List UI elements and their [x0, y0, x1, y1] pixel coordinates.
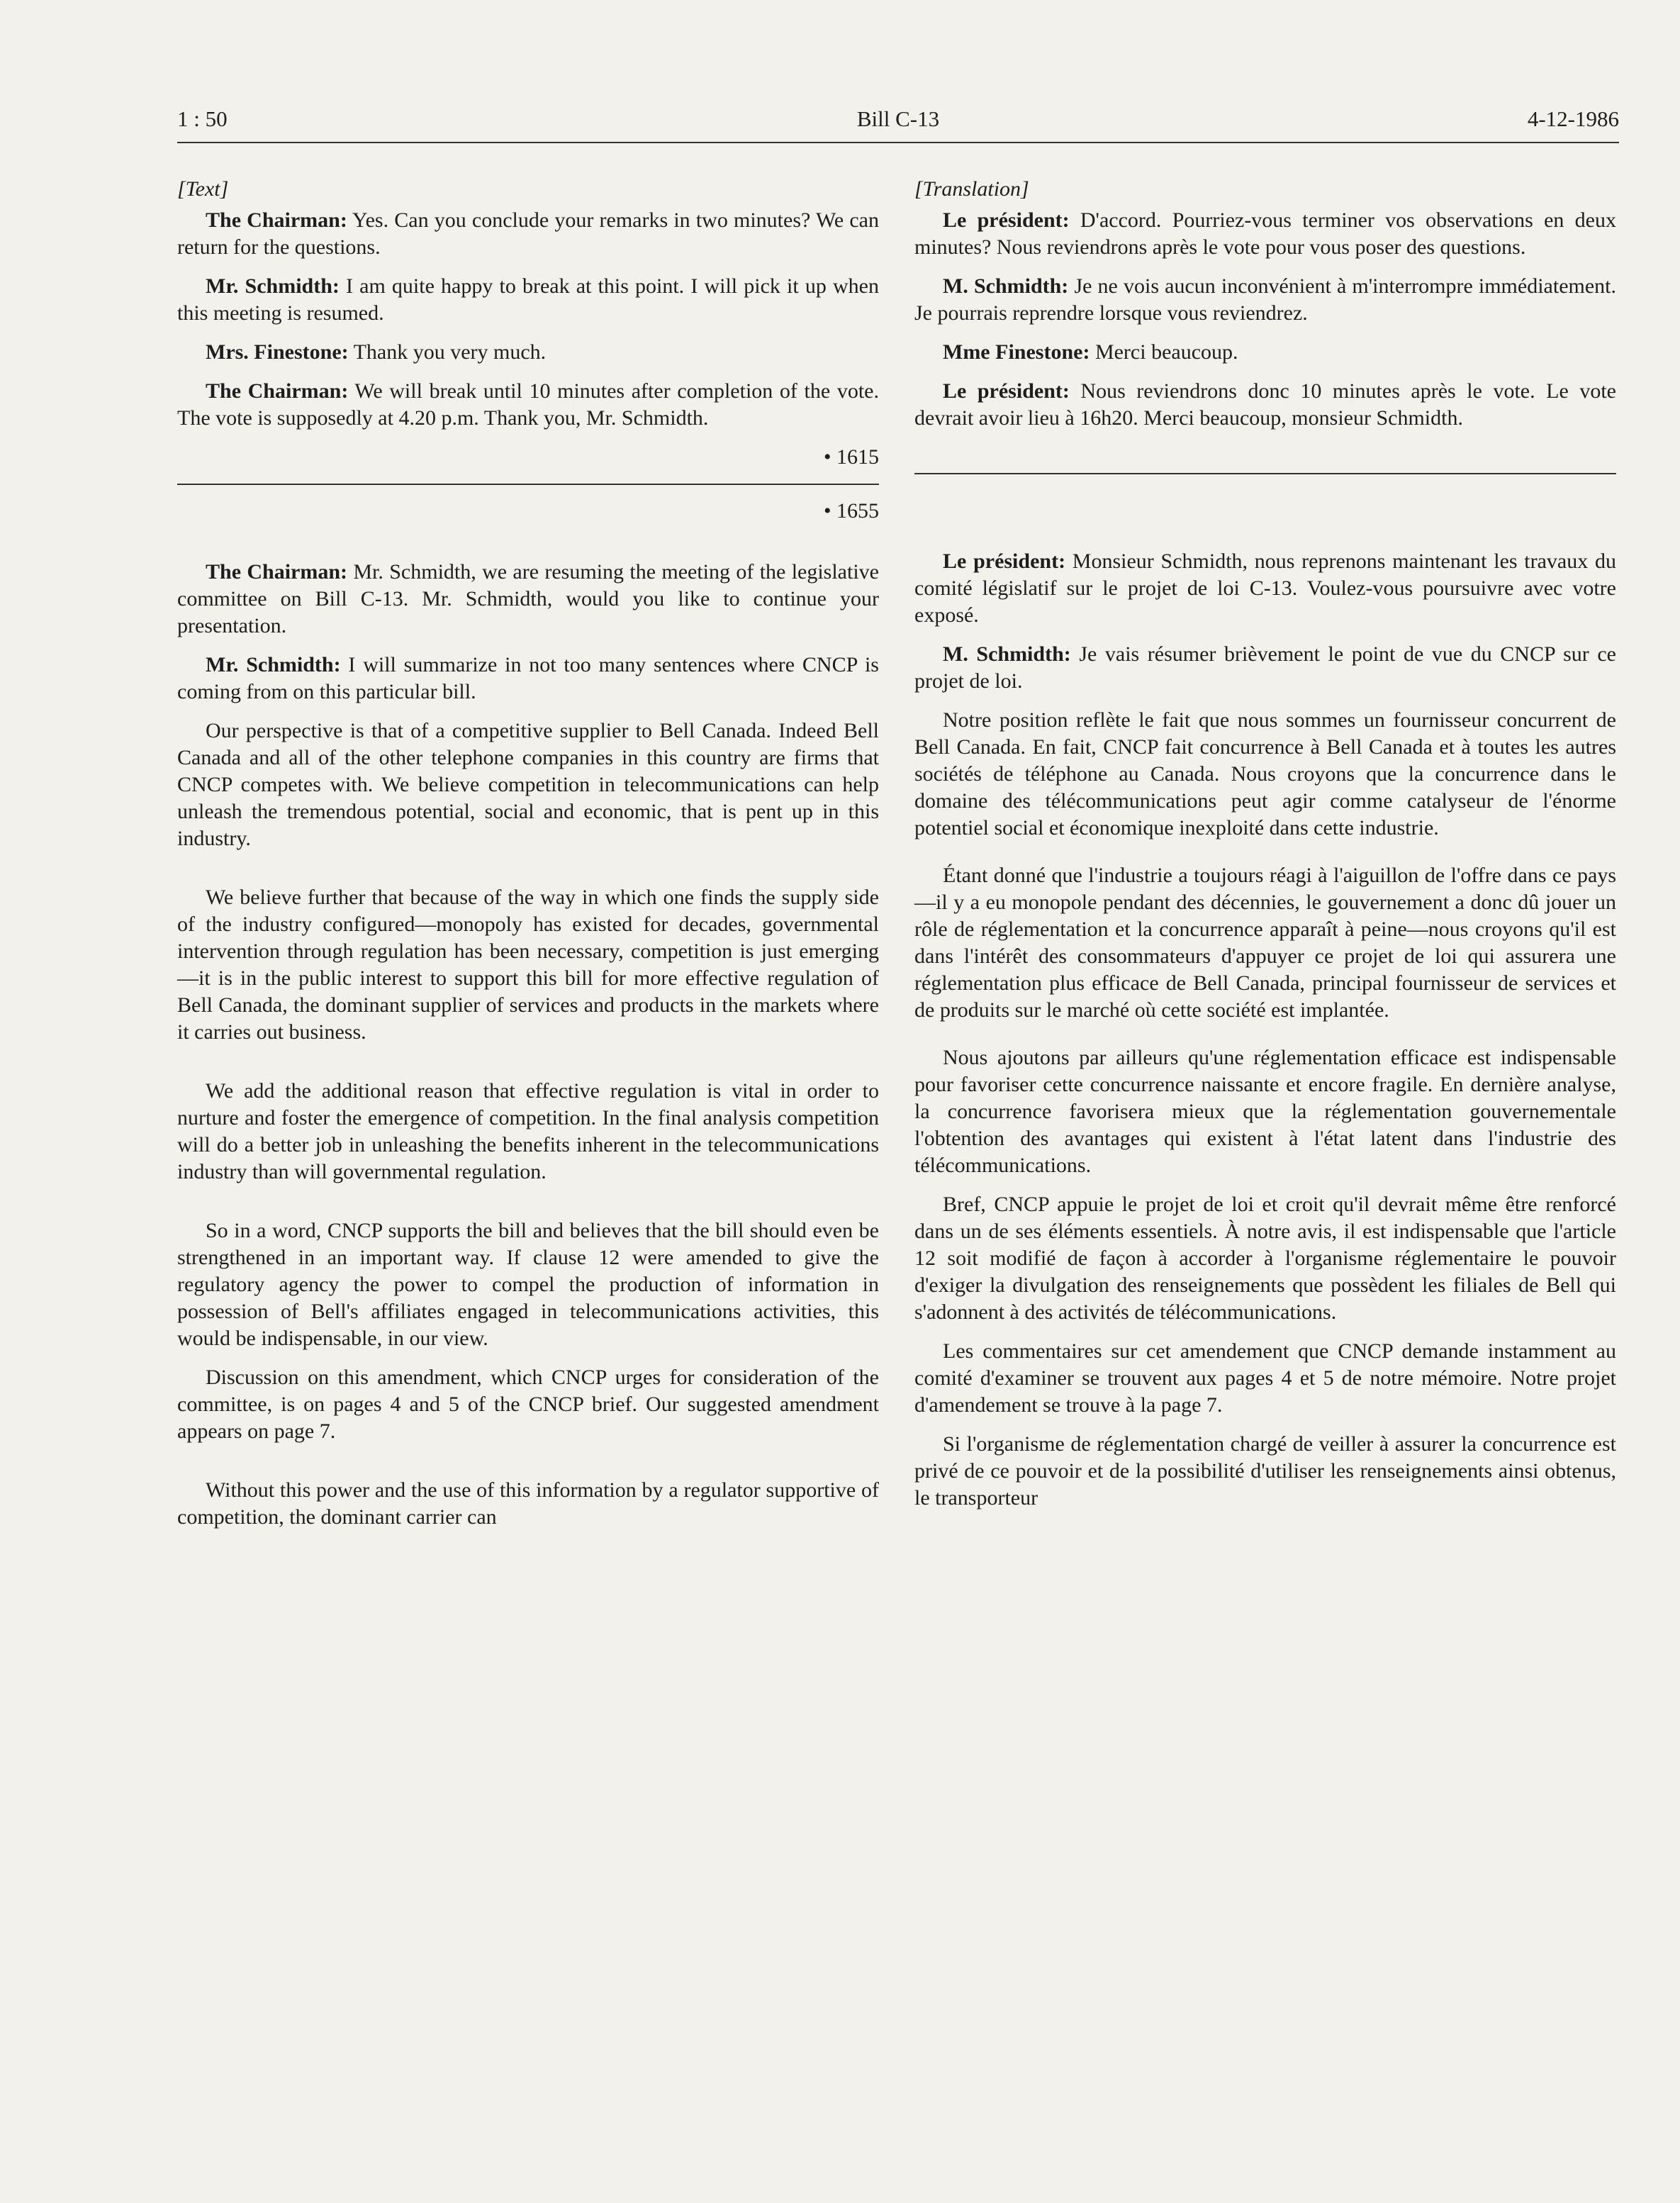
speaker-name: Le président: [943, 208, 1070, 232]
speech-paragraph [177, 378, 879, 432]
column-label: [Text] [177, 177, 229, 201]
paragraph: So in a word, CNCP supports the bill and believes that the bill should even be strengthened in an important way. If clause 12 were amended to give the regulatory agency the power to compel the production of information in possession of Bell's affiliates engaged in telecommunications activities, this would be indispensable, in our view. [177, 1219, 879, 1350]
speech-paragraph [177, 207, 879, 261]
speech-text: D'accord. Pourriez-vous terminer vos observations en deux minutes? Nous reviendrons après le vote pour vous poser des questions. [914, 208, 1616, 259]
time-marker: • 1655 [823, 499, 879, 523]
speaker-name: Le président: [943, 550, 1066, 573]
paragraph: We believe further that because of the way in which one finds the supply side of the industry configured—monopoly has existed for decades, governmental intervention through regulation has been necessary, competition is just emerging—it is in the public interest to support this bill for more effective regulation of Bell Canada, the dominant supplier of services and products in the markets where it carries out business. [177, 886, 879, 1044]
speech-paragraph [914, 548, 1616, 629]
speech-text: I will summarize in not too many sentences where CNCP is coming from on this particular bill. [177, 653, 879, 703]
paragraph: Bref, CNCP appuie le projet de loi et croit qu'il devrait même être renforcé dans un de ses éléments essentiels. À notre avis, il est indispensable que l'article 12 soit modifié de façon à accorder à l'organisme réglementaire le pouvoir d'exiger la divulgation des renseignements que possèdent les filiales de Bell qui s'adonnent à des activités de télécommunications. [914, 1193, 1616, 1324]
speaker-name: Mrs. Finestone: [206, 340, 349, 364]
speech-text: Thank you very much. [348, 340, 547, 364]
paragraph: Nous ajoutons par ailleurs qu'une réglementation efficace est indispensable pour favoriser cette concurrence naissante et encore fragile. En dernière analyse, la concurrence favorisera mieux que la réglementation gouvernementale l'obtention des avantages qui existent à l'état latent dans l'industrie des télécommunications. [914, 1046, 1616, 1177]
time-marker: • 1615 [823, 445, 879, 469]
speech-paragraph [914, 641, 1616, 695]
speaker-name: Mr. Schmidth: [206, 653, 341, 676]
speaker-name: Mme Finestone: [943, 340, 1090, 364]
speech-paragraph [914, 207, 1616, 261]
speech-paragraph [177, 339, 879, 366]
speech-text: Yes. Can you conclude your remarks in two minutes? We can return for the questions. [177, 208, 879, 259]
paragraph: Les commentaires sur cet amendement que CNCP demande instamment au comité d'examiner se trouvent aux pages 4 et 5 de notre mémoire. Notre projet d'amendement se trouve à la page 7. [914, 1339, 1616, 1417]
speech-paragraph [914, 378, 1616, 432]
speech-paragraph [177, 273, 879, 327]
english-column [177, 176, 879, 1543]
speaker-name: Le président: [943, 379, 1070, 403]
speech-text: Monsieur Schmidth, nous reprenons maintenant les travaux du comité législatif sur le projet de loi C-13. Voulez-vous poursuivre avec votre exposé. [914, 550, 1616, 627]
speech-text: Je ne vois aucun inconvénient à m'interrompre immédiatement. Je pourrais reprendre lorsque vous reviendrez. [914, 274, 1616, 325]
page-date: 4-12-1986 [1527, 106, 1619, 131]
speech-paragraph [914, 339, 1616, 366]
french-column [914, 176, 1616, 1524]
paragraph: Without this power and the use of this information by a regulator supportive of competition, the dominant carrier can [177, 1478, 879, 1529]
paragraph: We add the additional reason that effective regulation is vital in order to nurture and foster the emergence of competition. In the final analysis competition will do a better job in unleashing the benefits inherent in the telecommunications industry than will governmental regulation. [177, 1079, 879, 1183]
paragraph: Our perspective is that of a competitive supplier to Bell Canada. Indeed Bell Canada and all of the other telephone companies in this country are firms that CNCP competes with. We believe competition in telecommunications can help unleash the tremendous potential, social and economic, that is pent up in this industry. [177, 719, 879, 850]
column-label: [Translation] [914, 177, 1029, 201]
paragraph: Notre position reflète le fait que nous sommes un fournisseur concurrent de Bell Canada. En fait, CNCP fait concurrence à Bell Canada et à toutes les autres sociétés de téléphone au Canada. Nous croyons que la concurrence dans le domaine des télécommunications peut agir comme catalyseur de l'énorme potentiel social et économique inexploité dans cette industrie. [914, 708, 1616, 840]
section-divider [177, 484, 879, 485]
speech-text: Merci beaucoup. [1090, 340, 1238, 364]
page-number: 1 : 50 [177, 106, 228, 131]
speaker-name: The Chairman: [206, 379, 349, 403]
speech-paragraph [177, 652, 879, 705]
bill-title: Bill C-13 [856, 106, 940, 131]
speaker-name: Mr. Schmidth: [206, 274, 340, 298]
speech-text: Nous reviendrons donc 10 minutes après le vote. Le vote devrait avoir lieu à 16h20. Merci beaucoup, monsieur Schmidth. [914, 379, 1616, 430]
speech-text: Mr. Schmidth, we are resuming the meeting of the legislative committee on Bill C-13. Mr. Schmidth, would you like to continue your presentation. [177, 560, 879, 637]
section-divider [914, 473, 1616, 474]
speaker-name: M. Schmidth: [943, 642, 1071, 666]
speech-paragraph [177, 559, 879, 640]
header-rule [177, 142, 1619, 143]
speech-paragraph [914, 273, 1616, 327]
speech-text: Je vais résumer brièvement le point de vue du CNCP sur ce projet de loi. [914, 642, 1616, 693]
paragraph: Discussion on this amendment, which CNCP urges for consideration of the committee, is on pages 4 and 5 of the CNCP brief. Our suggested amendment appears on page 7. [177, 1366, 879, 1443]
speaker-name: The Chairman: [206, 208, 347, 232]
paragraph: Étant donné que l'industrie a toujours réagi à l'aiguillon de l'offre dans ce pays—il y a eu monopole pendant des décennies, le gouvernement a donc dû jouer un rôle de réglementation et la concurrence apparaît à peine—nous croyons qu'il est dans l'intérêt des consommateurs d'appuyer ce projet de loi qui assurera une réglementation plus efficace de Bell Canada, principal fournisseur de services et de produits sur le marché où cette société est implantée. [914, 864, 1616, 1022]
paragraph: Si l'organisme de réglementation chargé de veiller à assurer la concurrence est privé de ce pouvoir et de la possibilité d'utiliser les renseignements ainsi obtenus, le transporteur [914, 1432, 1616, 1510]
speech-text: I am quite happy to break at this point. I will pick it up when this meeting is resumed. [177, 274, 879, 325]
speaker-name: M. Schmidth: [943, 274, 1069, 298]
speech-text: We will break until 10 minutes after completion of the vote. The vote is supposedly at 4.20 p.m. Thank you, Mr. Schmidth. [177, 379, 879, 430]
speaker-name: The Chairman: [206, 560, 348, 584]
